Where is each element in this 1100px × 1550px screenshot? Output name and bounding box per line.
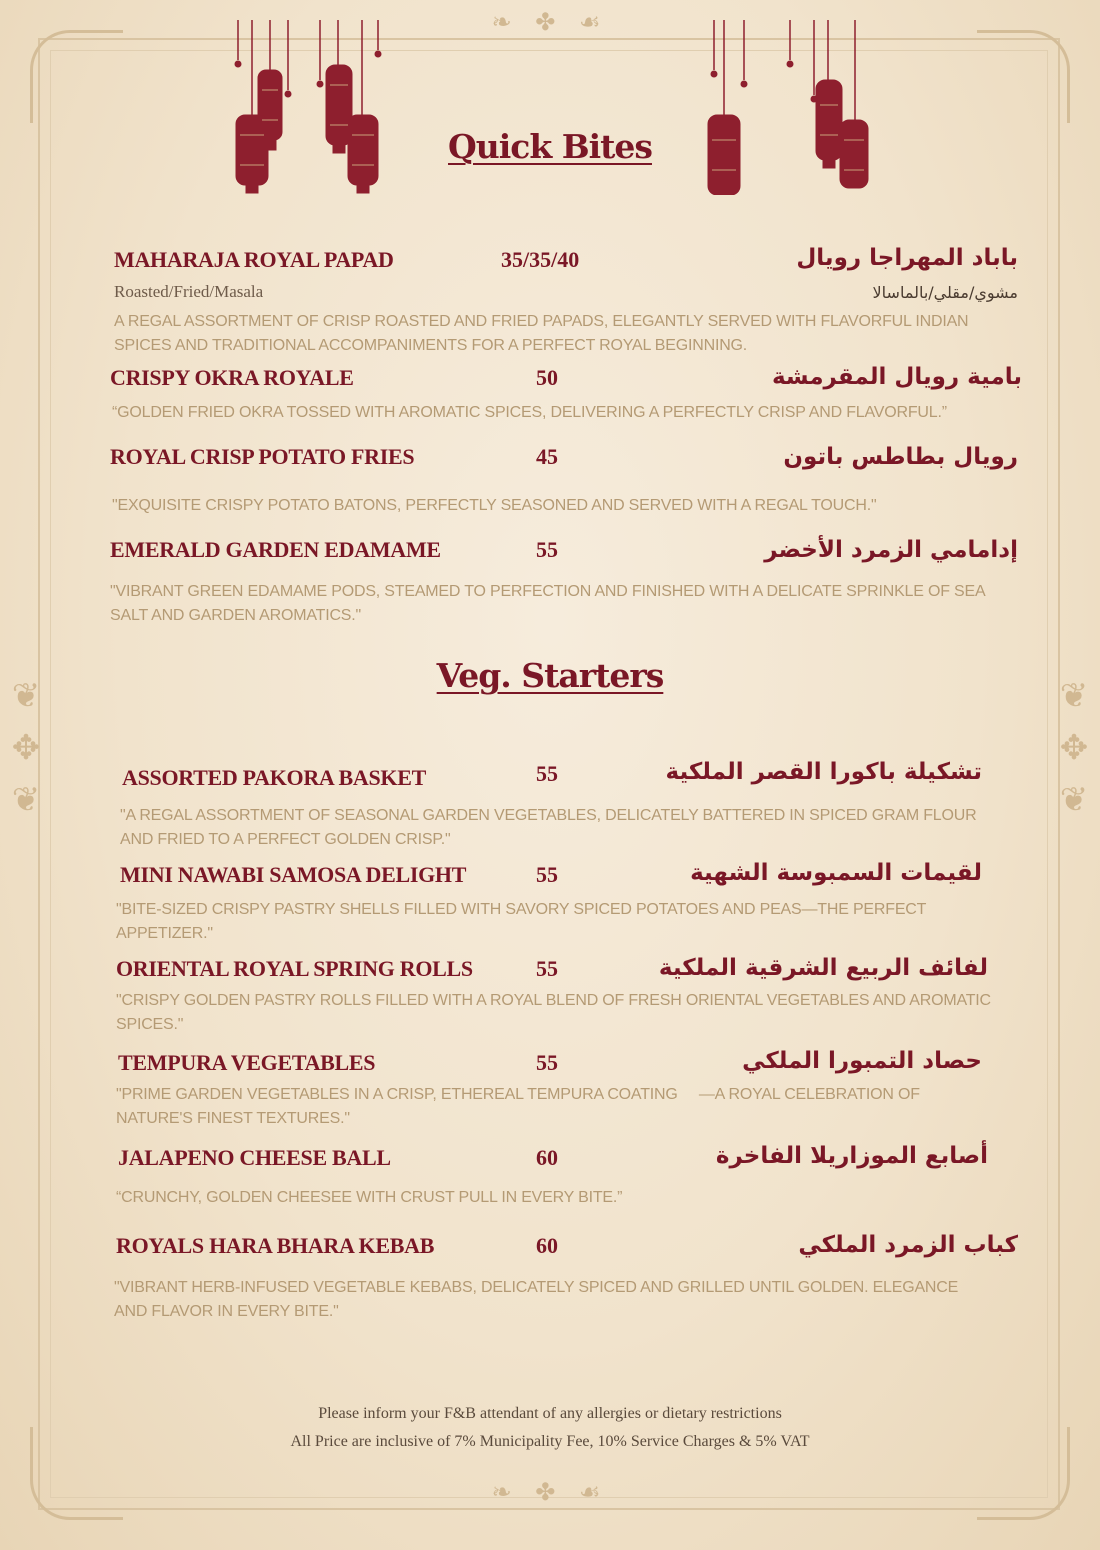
- item-description: “CRUNCHY, GOLDEN CHEESEE WITH CRUST PULL IN EVERY BITE.”: [116, 1189, 623, 1206]
- item-name-arabic: تشكيلة باكورا القصر الملكية: [665, 759, 982, 785]
- item-price: 35/35/40: [501, 247, 580, 272]
- item-name-arabic: باباد المهراجا رويال: [796, 245, 1018, 271]
- item-description: "CRISPY GOLDEN PASTRY ROLLS FILLED WITH A ROYAL BLEND OF FRESH ORIENTAL VEGETABLES AND AROMATIC SPICES.": [116, 992, 991, 1033]
- section-title-veg-starters: Veg. Starters: [436, 656, 664, 695]
- item-name: ROYALS HARA BHARA KEBAB: [116, 1233, 435, 1258]
- item-description: “GOLDEN FRIED OKRA TOSSED WITH AROMATIC SPICES, DELIVERING A PERFECTLY CRISP AND FLAVORFUL.”: [112, 404, 947, 421]
- item-price: 55: [536, 956, 558, 981]
- section-title-quick-bites: Quick Bites: [448, 127, 652, 166]
- item-name: MAHARAJA ROYAL PAPAD: [114, 247, 394, 272]
- corner-ornament-icon: [30, 30, 123, 123]
- item-price: 55: [536, 761, 558, 786]
- item-price: 55: [536, 862, 558, 887]
- item-name: ORIENTAL ROYAL SPRING ROLLS: [116, 956, 473, 981]
- item-price: 60: [536, 1233, 558, 1258]
- item-description: "A REGAL ASSORTMENT OF SEASONAL GARDEN VEGETABLES, DELICATELY BATTERED IN SPICED GRAM FLOUR AND FRIED TO A PERFECT GOLDEN CRISP.": [120, 807, 977, 848]
- item-description: A REGAL ASSORTMENT OF CRISP ROASTED AND FRIED PAPADS, ELEGANTLY SERVED WITH FLAVORFUL INDIAN SPICES AND TRADITIONAL ACCOMPANIMENTS FOR A PERFECT ROYAL BEGINNING.: [114, 313, 969, 354]
- item-description: "BITE-SIZED CRISPY PASTRY SHELLS FILLED WITH SAVORY SPICED POTATOES AND PEAS—THE PERFECT APPETIZER.": [116, 901, 926, 942]
- item-name: TEMPURA VEGETABLES: [118, 1050, 376, 1075]
- pricing-notice: All Price are inclusive of 7% Municipality Fee, 10% Service Charges & 5% VAT: [290, 1433, 810, 1450]
- item-name: CRISPY OKRA ROYALE: [110, 365, 354, 390]
- item-name: JALAPENO CHEESE BALL: [118, 1145, 391, 1170]
- item-description: "EXQUISITE CRISPY POTATO BATONS, PERFECTLY SEASONED AND SERVED WITH A REGAL TOUCH.": [112, 497, 877, 514]
- item-name-arabic: كباب الزمرد الملكي: [798, 1232, 1018, 1258]
- item-description: "VIBRANT GREEN EDAMAME PODS, STEAMED TO PERFECTION AND FINISHED WITH A DELICATE SPRINKLE OF SEA SALT AND GARDEN AROMATICS.": [110, 583, 985, 624]
- item-name-arabic: حصاد التمبورا الملكي: [742, 1048, 982, 1074]
- item-price: 60: [536, 1145, 558, 1170]
- side-ornament-icon: ❦ ✥ ❦: [11, 676, 41, 820]
- item-name-arabic: أصابع الموزاريلا الفاخرة: [715, 1143, 988, 1169]
- top-ornament-icon: ❧ ✤ ☙: [491, 8, 609, 36]
- item-name: EMERALD GARDEN EDAMAME: [110, 537, 441, 562]
- item-name-arabic: بامية رويال المقرمشة: [771, 364, 1022, 390]
- item-price: 55: [536, 537, 558, 562]
- item-price: 50: [536, 365, 558, 390]
- item-price: 55: [536, 1050, 558, 1075]
- item-name-arabic: رويال بطاطس باتون: [783, 444, 1018, 470]
- side-ornament-icon: ❦ ✥ ❦: [1059, 676, 1089, 820]
- corner-ornament-icon: [977, 30, 1070, 123]
- item-description: "PRIME GARDEN VEGETABLES IN A CRISP, ETHEREAL TEMPURA COATING —A ROYAL CELEBRATION OF NATURE'S FINEST TEXTURES.": [116, 1086, 925, 1127]
- lantern-icon: [228, 20, 398, 195]
- allergy-notice: Please inform your F&B attendant of any allergies or dietary restrictions: [318, 1405, 782, 1422]
- item-name: MINI NAWABI SAMOSA DELIGHT: [120, 862, 467, 887]
- item-name: ROYAL CRISP POTATO FRIES: [110, 444, 415, 469]
- item-price: 45: [536, 444, 558, 469]
- item-options-arabic: مشوي/مقلي/بالماسالا: [872, 283, 1018, 302]
- item-name-arabic: إدامامي الزمرد الأخضر: [764, 537, 1018, 563]
- item-name-arabic: لقيمات السمبوسة الشهية: [690, 860, 982, 886]
- lantern-icon: [700, 20, 870, 195]
- item-name-arabic: لفائف الربيع الشرقية الملكية: [658, 955, 988, 981]
- item-description: "VIBRANT HERB-INFUSED VEGETABLE KEBABS, DELICATELY SPICED AND GRILLED UNTIL GOLDEN. ELEGANCE AND FLAVOR IN EVERY BITE.": [114, 1279, 959, 1320]
- item-name: ASSORTED PAKORA BASKET: [122, 765, 426, 790]
- item-options: Roasted/Fried/Masala: [114, 282, 264, 301]
- bottom-ornament-icon: ❧ ✤ ☙: [491, 1478, 609, 1506]
